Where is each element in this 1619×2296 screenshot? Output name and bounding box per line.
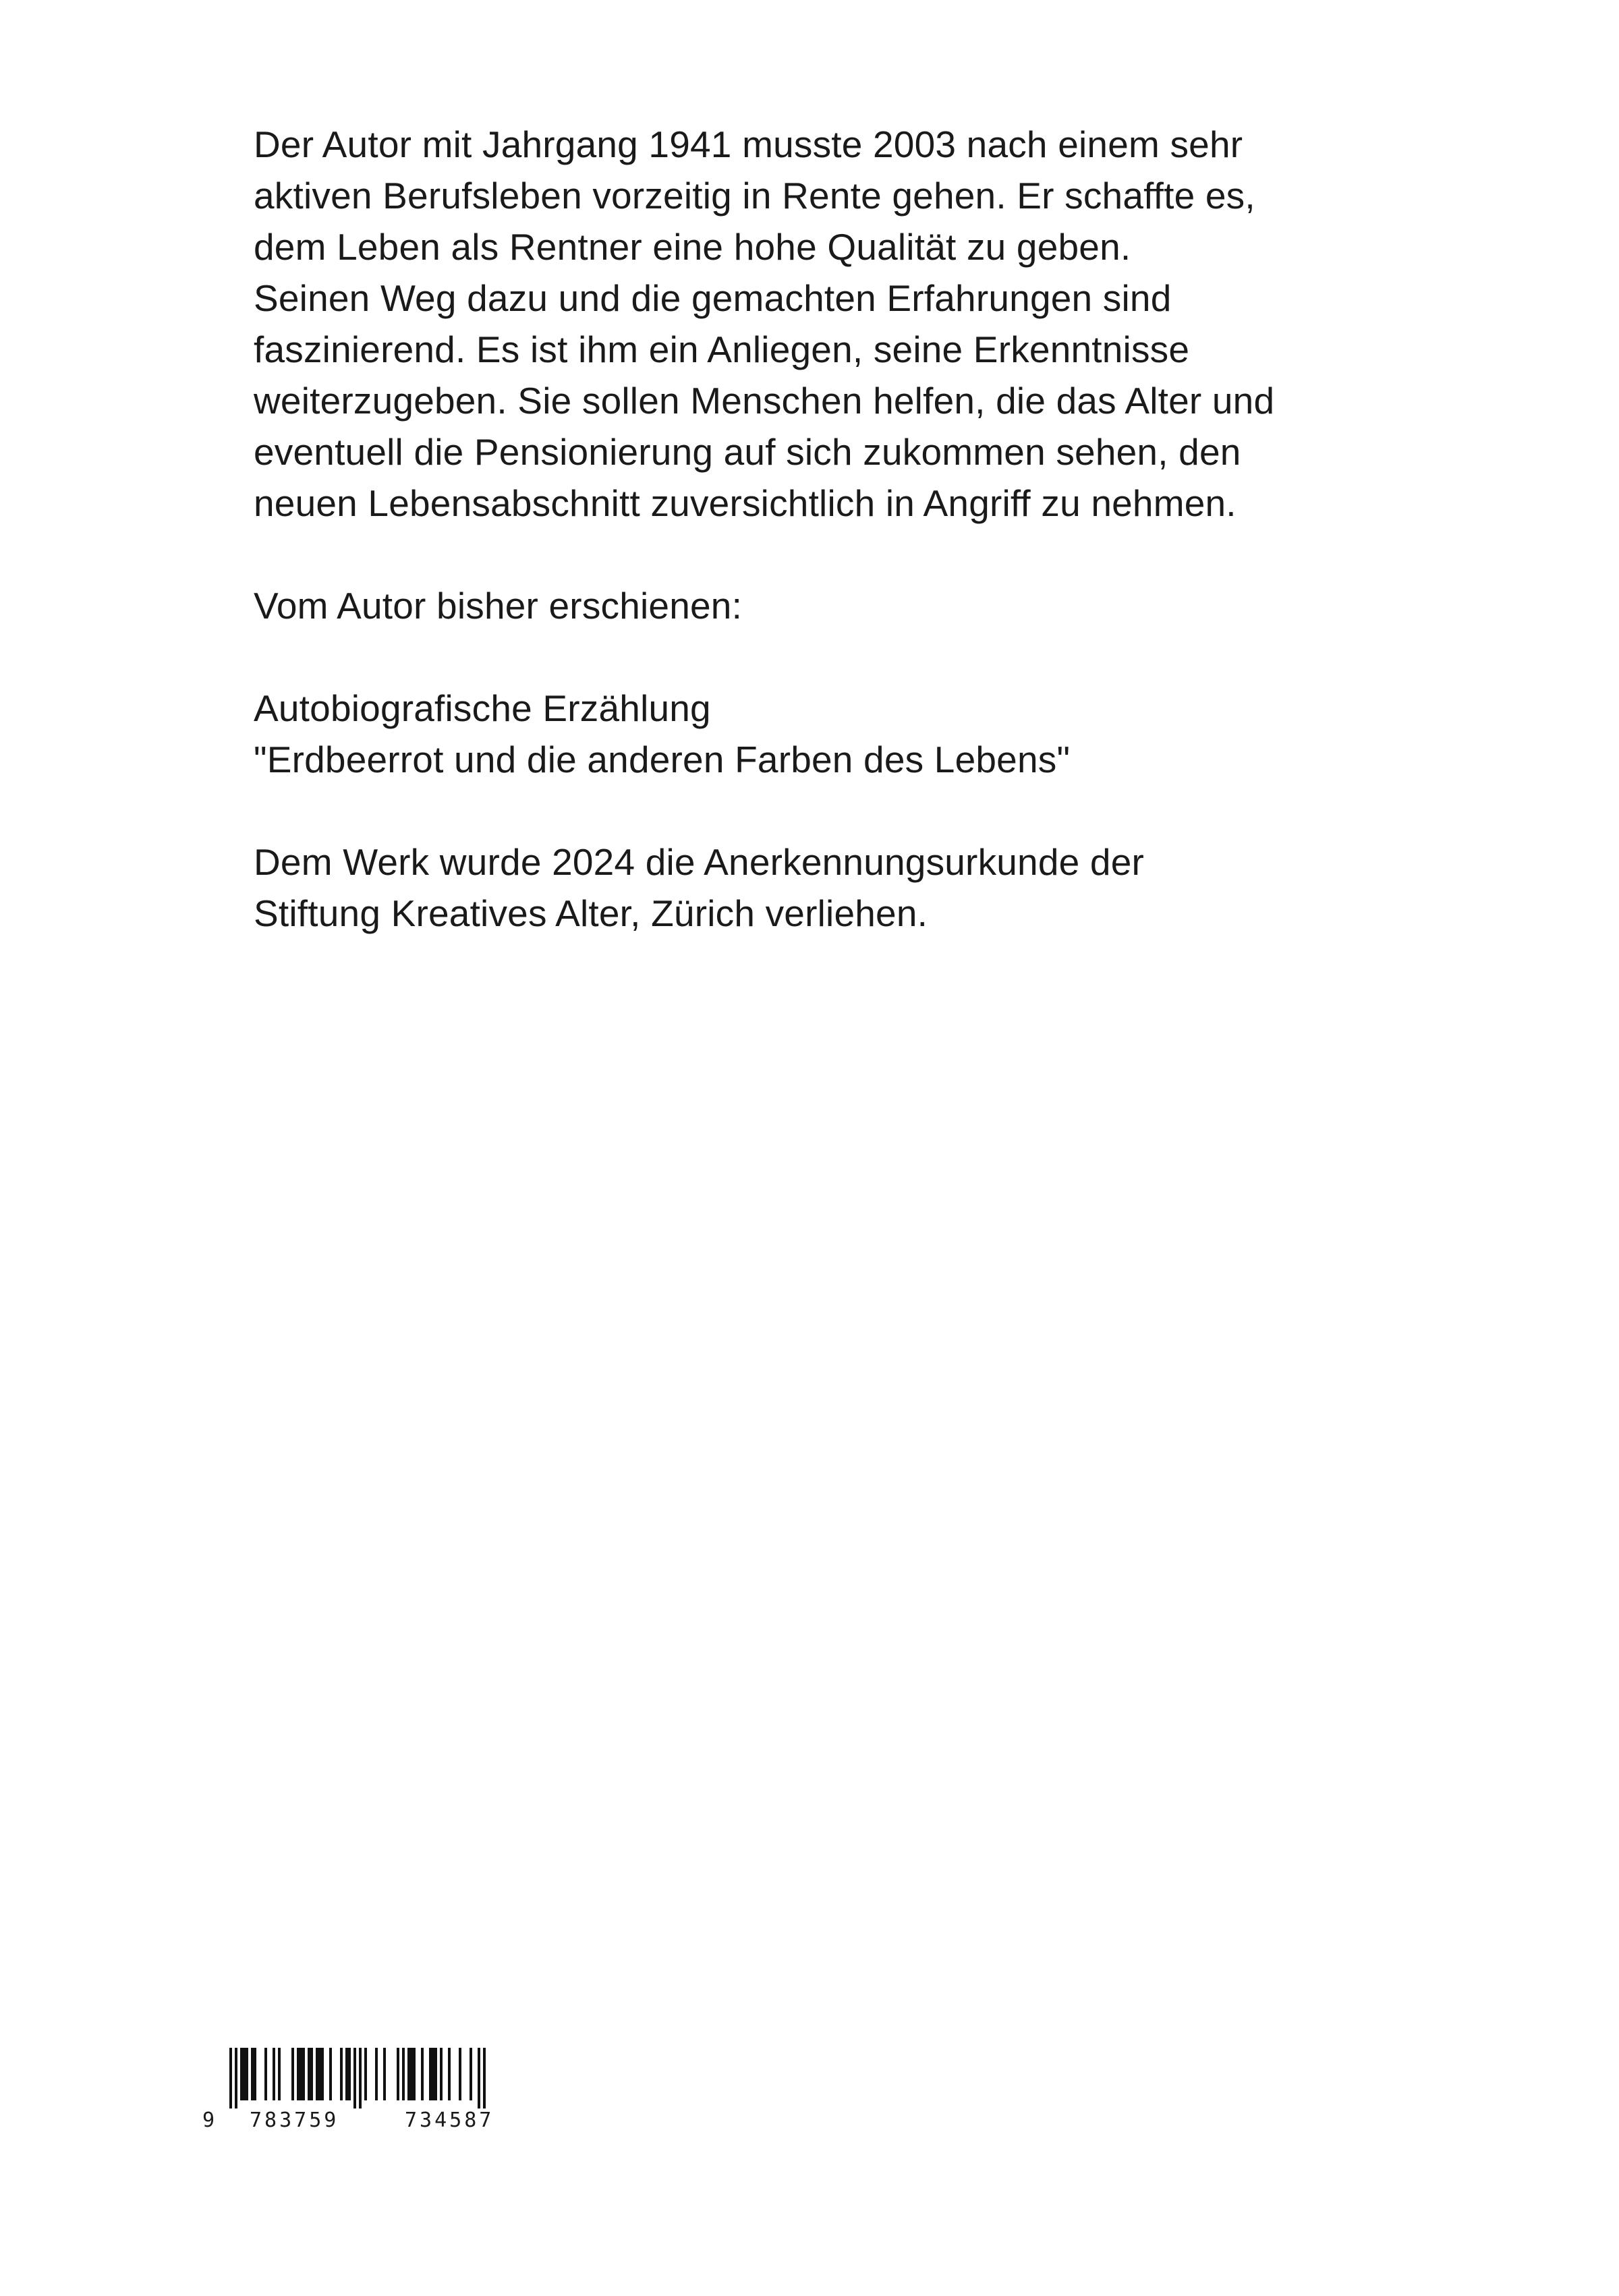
barcode-bar	[402, 2048, 405, 2100]
barcode-bar	[359, 2048, 362, 2108]
barcode-bar	[478, 2048, 480, 2108]
bio-line: faszinierend. Es ist ihm ein Anliegen, seine Erkenntnisse	[254, 328, 1190, 370]
barcode-bar	[235, 2048, 237, 2108]
barcode-bar	[291, 2048, 294, 2100]
barcode-right-group: 734587	[405, 2108, 494, 2132]
barcode-bar	[364, 2048, 367, 2100]
barcode-bar	[318, 2048, 321, 2100]
barcode-bar	[308, 2048, 310, 2100]
barcode-bar	[459, 2048, 461, 2100]
barcode-bar	[345, 2048, 348, 2100]
barcode-bars	[202, 2048, 519, 2108]
barcode-bar	[383, 2048, 386, 2100]
author-bio-paragraph	[254, 119, 1414, 529]
bio-line: aktiven Berufsleben vorzeitig in Rente gehen. Er schaffte es,	[254, 175, 1255, 217]
barcode-bar	[340, 2048, 343, 2100]
work-title: "Erdbeerrot und die anderen Farben des Lebens"	[254, 739, 1071, 780]
barcode-bar	[273, 2048, 275, 2100]
barcode-bar	[421, 2048, 424, 2100]
barcode-lead-digit: 9	[202, 2108, 218, 2132]
barcode-bar	[310, 2048, 313, 2100]
previous-works-heading	[254, 580, 1414, 631]
bio-line: neuen Lebensabschnitt zuversichtlich in Angriff zu nehmen.	[254, 482, 1237, 524]
bio-line: eventuell die Pensionierung auf sich zukommen sehen, den	[254, 431, 1241, 473]
barcode-bar	[348, 2048, 351, 2100]
barcode-bar	[321, 2048, 324, 2100]
barcode-bar	[300, 2048, 302, 2100]
barcode-bar	[329, 2048, 332, 2100]
bio-line: Seinen Weg dazu und die gemachten Erfahrungen sind	[254, 277, 1172, 319]
barcode-bar	[483, 2048, 486, 2108]
barcode-bar	[254, 2048, 256, 2100]
barcode-bar	[246, 2048, 248, 2100]
barcode-bar	[375, 2048, 378, 2100]
barcode-bar	[448, 2048, 451, 2100]
barcode-bar	[264, 2048, 267, 2100]
barcode-bar	[353, 2048, 356, 2108]
bio-line: weiterzugeben. Sie sollen Menschen helfen, die das Alter und	[254, 380, 1275, 422]
work-genre: Autobiografische Erzählung	[254, 687, 711, 729]
barcode-bar	[397, 2048, 399, 2100]
barcode-bar	[407, 2048, 410, 2100]
barcode-bar	[297, 2048, 300, 2100]
bio-line: dem Leben als Rentner eine hohe Qualität zu geben.	[254, 226, 1131, 268]
award-line: Stiftung Kreatives Alter, Zürich verliehen.	[254, 892, 928, 934]
barcode-bar	[413, 2048, 416, 2100]
barcode-bar	[243, 2048, 246, 2100]
award-line: Dem Werk wurde 2024 die Anerkennungsurkunde der	[254, 841, 1145, 883]
previous-work-entry	[254, 683, 1414, 785]
barcode-bar	[432, 2048, 434, 2100]
isbn-barcode-digits	[202, 2107, 526, 2134]
barcode-bar	[278, 2048, 281, 2100]
barcode-bar	[302, 2048, 305, 2100]
barcode-bar	[240, 2048, 243, 2100]
barcode-bar	[229, 2048, 232, 2108]
barcode-bar	[434, 2048, 437, 2100]
barcode-bar	[470, 2048, 472, 2100]
barcode-left-group: 783759	[250, 2108, 339, 2132]
barcode-bar	[316, 2048, 318, 2100]
barcode-bar	[429, 2048, 432, 2100]
barcode-bar	[410, 2048, 413, 2100]
cover-text	[254, 119, 1414, 990]
barcode-bar	[440, 2048, 443, 2100]
previous-works-line: Vom Autor bisher erschienen:	[254, 585, 743, 627]
bio-line: Der Autor mit Jahrgang 1941 musste 2003 nach einem sehr	[254, 123, 1243, 165]
barcode-bar	[251, 2048, 254, 2100]
award-paragraph	[254, 836, 1414, 939]
